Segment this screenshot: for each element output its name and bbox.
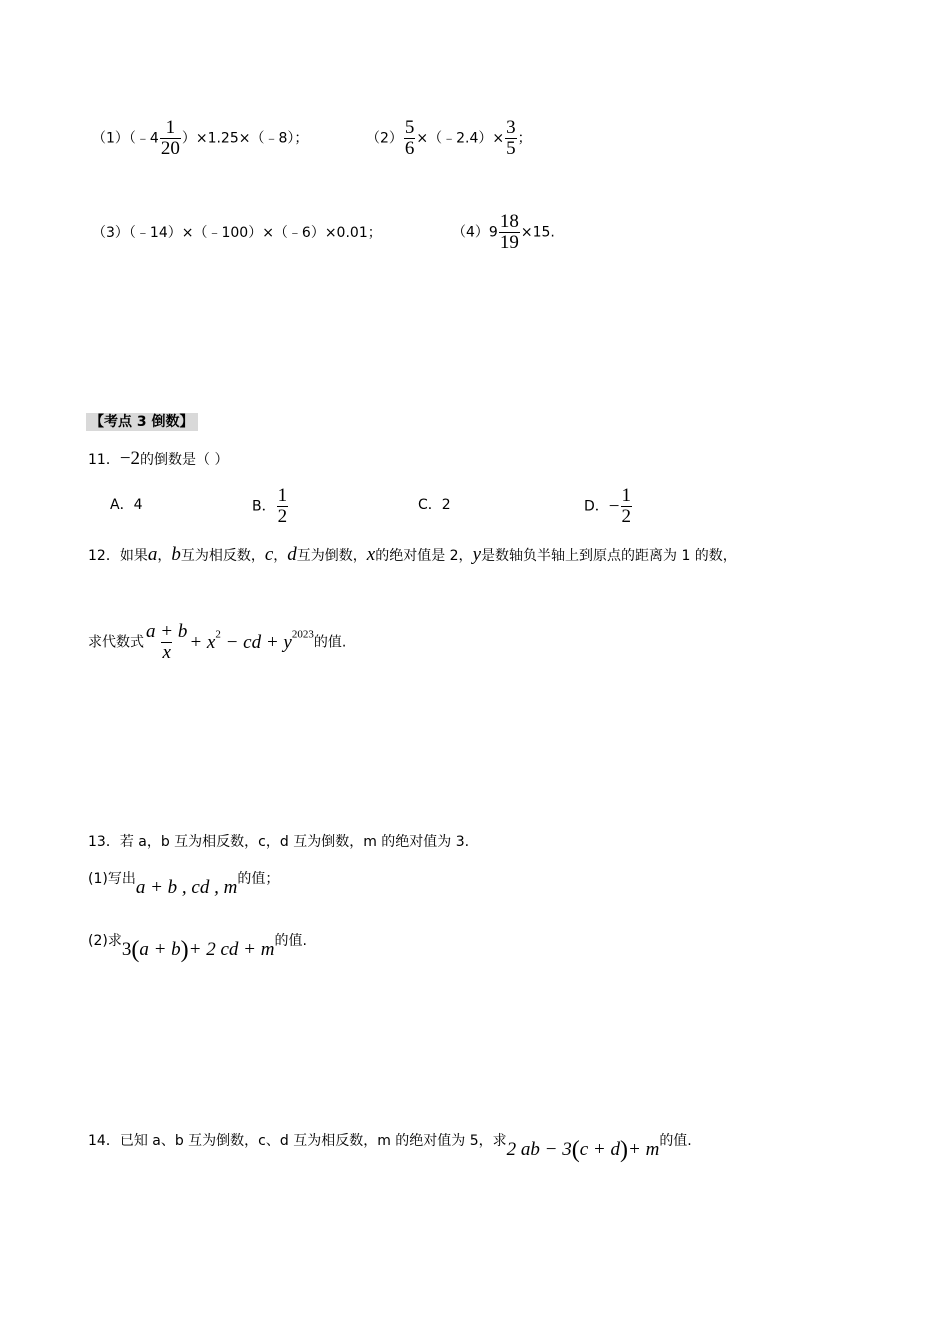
q10-part4-denominator: 19 xyxy=(499,231,519,253)
q10-part2-tail: ； xyxy=(517,130,532,147)
q12-text-2: ， xyxy=(157,548,172,564)
q10-part2-fraction1 xyxy=(404,118,416,159)
q10-part2-denominator2: 5 xyxy=(506,137,516,159)
q10-part2 xyxy=(366,118,532,159)
q10-part1-tail: ）×1.25×（﹣8）； xyxy=(181,130,309,147)
q12-var-d: d xyxy=(287,544,297,565)
q12-var-b: b xyxy=(171,544,181,565)
q12-var-a: a xyxy=(147,544,158,565)
q11-text: 的倒数是（ ） xyxy=(140,452,229,468)
q14-math-tail: + m xyxy=(628,1139,660,1160)
q11-option-a[interactable] xyxy=(110,498,143,512)
q13-sub1-post: 的值； xyxy=(237,871,280,887)
q12-line2-prefix: 求代数式 xyxy=(88,634,144,651)
q10-part2-numerator2: 3 xyxy=(506,117,516,138)
q14-math-pre: 2 ab − 3 xyxy=(506,1139,572,1160)
q10-part4-tail: ×15. xyxy=(520,224,555,241)
q10-part1-numerator: 1 xyxy=(165,117,176,138)
q13-sub2 xyxy=(88,934,307,962)
q10-part1-label: （1） xyxy=(92,130,129,147)
q14-close-paren: ) xyxy=(620,1137,629,1163)
q10-part4-label: （4） xyxy=(452,224,489,241)
q13-sub2-coef: 3 xyxy=(121,939,132,960)
q11-option-b-label: B． xyxy=(252,498,276,515)
q10-part1-lead: （﹣4 xyxy=(128,130,159,147)
q11-option-c[interactable] xyxy=(418,498,451,512)
q10-part3-label: （3） xyxy=(92,225,129,241)
q13-stem xyxy=(88,835,469,849)
q11-option-d-sign: − xyxy=(608,495,620,517)
q14-open-paren: ( xyxy=(571,1137,580,1163)
q11-option-d-fraction xyxy=(621,486,633,527)
q12-fraction-denominator: x xyxy=(162,641,171,663)
q11-option-d-label: D． xyxy=(584,498,609,515)
q14-math-inner: c + d xyxy=(579,1139,621,1160)
q10-part4-whole: 9 xyxy=(488,224,498,241)
q12-text-5: 互为倒数， xyxy=(296,548,367,564)
q11-option-b-numerator: 1 xyxy=(277,485,288,506)
q12-expression-fraction xyxy=(145,622,188,663)
q10-part2-denominator1: 6 xyxy=(404,137,415,159)
q11-option-d-denominator: 2 xyxy=(621,505,631,527)
q10-part2-label: （2） xyxy=(366,130,403,147)
q11-option-b[interactable] xyxy=(252,486,289,527)
q14-stem xyxy=(88,1134,692,1162)
q13-sub2-label: (2)求 xyxy=(88,933,122,949)
q14-stem-text: 14．已知 a、b 互为倒数，c、d 互为相反数，m 的绝对值为 5，求 xyxy=(88,1133,507,1149)
q13-sub2-tail: + 2 cd + m xyxy=(188,939,275,960)
q12-var-x: x xyxy=(366,544,376,565)
q10-part2-mid: ×（﹣2.4）× xyxy=(416,130,505,147)
q12-line2-suffix: 的值. xyxy=(313,634,347,651)
q12-number: 12． xyxy=(88,548,120,564)
q12-text-3: 互为相反数， xyxy=(180,548,265,564)
q11-option-d[interactable] xyxy=(584,486,633,527)
q12-text-1: 如果 xyxy=(119,548,148,564)
q12-expression-mid: + x xyxy=(189,631,216,653)
q13-stem-text: 13．若 a，b 互为相反数，c，d 互为倒数，m 的绝对值为 3. xyxy=(88,834,470,850)
q12-text-7: 是数轴负半轴上到原点的距离为 1 的数， xyxy=(481,548,737,564)
q13-sub2-inner: a + b xyxy=(139,939,181,960)
q11-option-c-label: C． xyxy=(418,497,442,513)
section-heading xyxy=(86,415,198,429)
q11-option-a-value: 4 xyxy=(133,497,143,513)
q13-sub2-open-paren: ( xyxy=(131,937,140,963)
q14-post: 的值. xyxy=(659,1133,692,1149)
q13-sub1 xyxy=(88,872,279,897)
q12-fraction-numerator: a + b xyxy=(146,621,188,642)
q11-option-a-label: A． xyxy=(110,497,134,513)
q11-option-d-numerator: 1 xyxy=(621,485,631,506)
q11-stem xyxy=(88,449,229,468)
q10-part1-denominator: 20 xyxy=(160,137,180,159)
q12-stem-line1 xyxy=(88,545,737,564)
q12-var-c: c xyxy=(264,544,274,565)
q12-expression-square: 2 xyxy=(215,628,221,641)
q12-var-y: y xyxy=(472,544,481,565)
q10-part2-numerator1: 5 xyxy=(404,117,415,138)
q11-number: 11． xyxy=(88,452,120,468)
section-heading-label: 【考点 3 倒数】 xyxy=(86,413,198,431)
q12-text-4: ， xyxy=(273,548,288,564)
q10-part1-fraction xyxy=(160,118,181,159)
q10-part4-numerator: 18 xyxy=(499,211,519,232)
q12-expression-exponent: 2023 xyxy=(291,628,314,641)
q11-math: −2 xyxy=(119,448,141,469)
q10-part2-fraction2 xyxy=(505,118,517,159)
q13-sub2-close-paren: ) xyxy=(180,937,189,963)
q13-sub2-post: 的值. xyxy=(274,933,307,949)
q10-part1 xyxy=(92,118,308,159)
q10-part3-text: （﹣14）×（﹣100）×（﹣6）×0.01； xyxy=(128,225,382,241)
q11-option-b-fraction xyxy=(277,486,289,527)
q11-option-b-denominator: 2 xyxy=(277,505,288,527)
q10-part4-fraction xyxy=(499,212,520,253)
q12-text-6: 的绝对值是 2， xyxy=(375,548,473,564)
q10-part3 xyxy=(92,226,382,240)
q10-part4 xyxy=(452,212,555,253)
q13-sub1-label: (1)写出 xyxy=(88,871,136,887)
q11-option-c-value: 2 xyxy=(441,497,451,513)
q12-expression-mid2: − cd + y xyxy=(220,631,292,653)
q13-sub1-math: a + b , cd , m xyxy=(135,877,238,898)
q12-stem-line2 xyxy=(88,622,346,663)
